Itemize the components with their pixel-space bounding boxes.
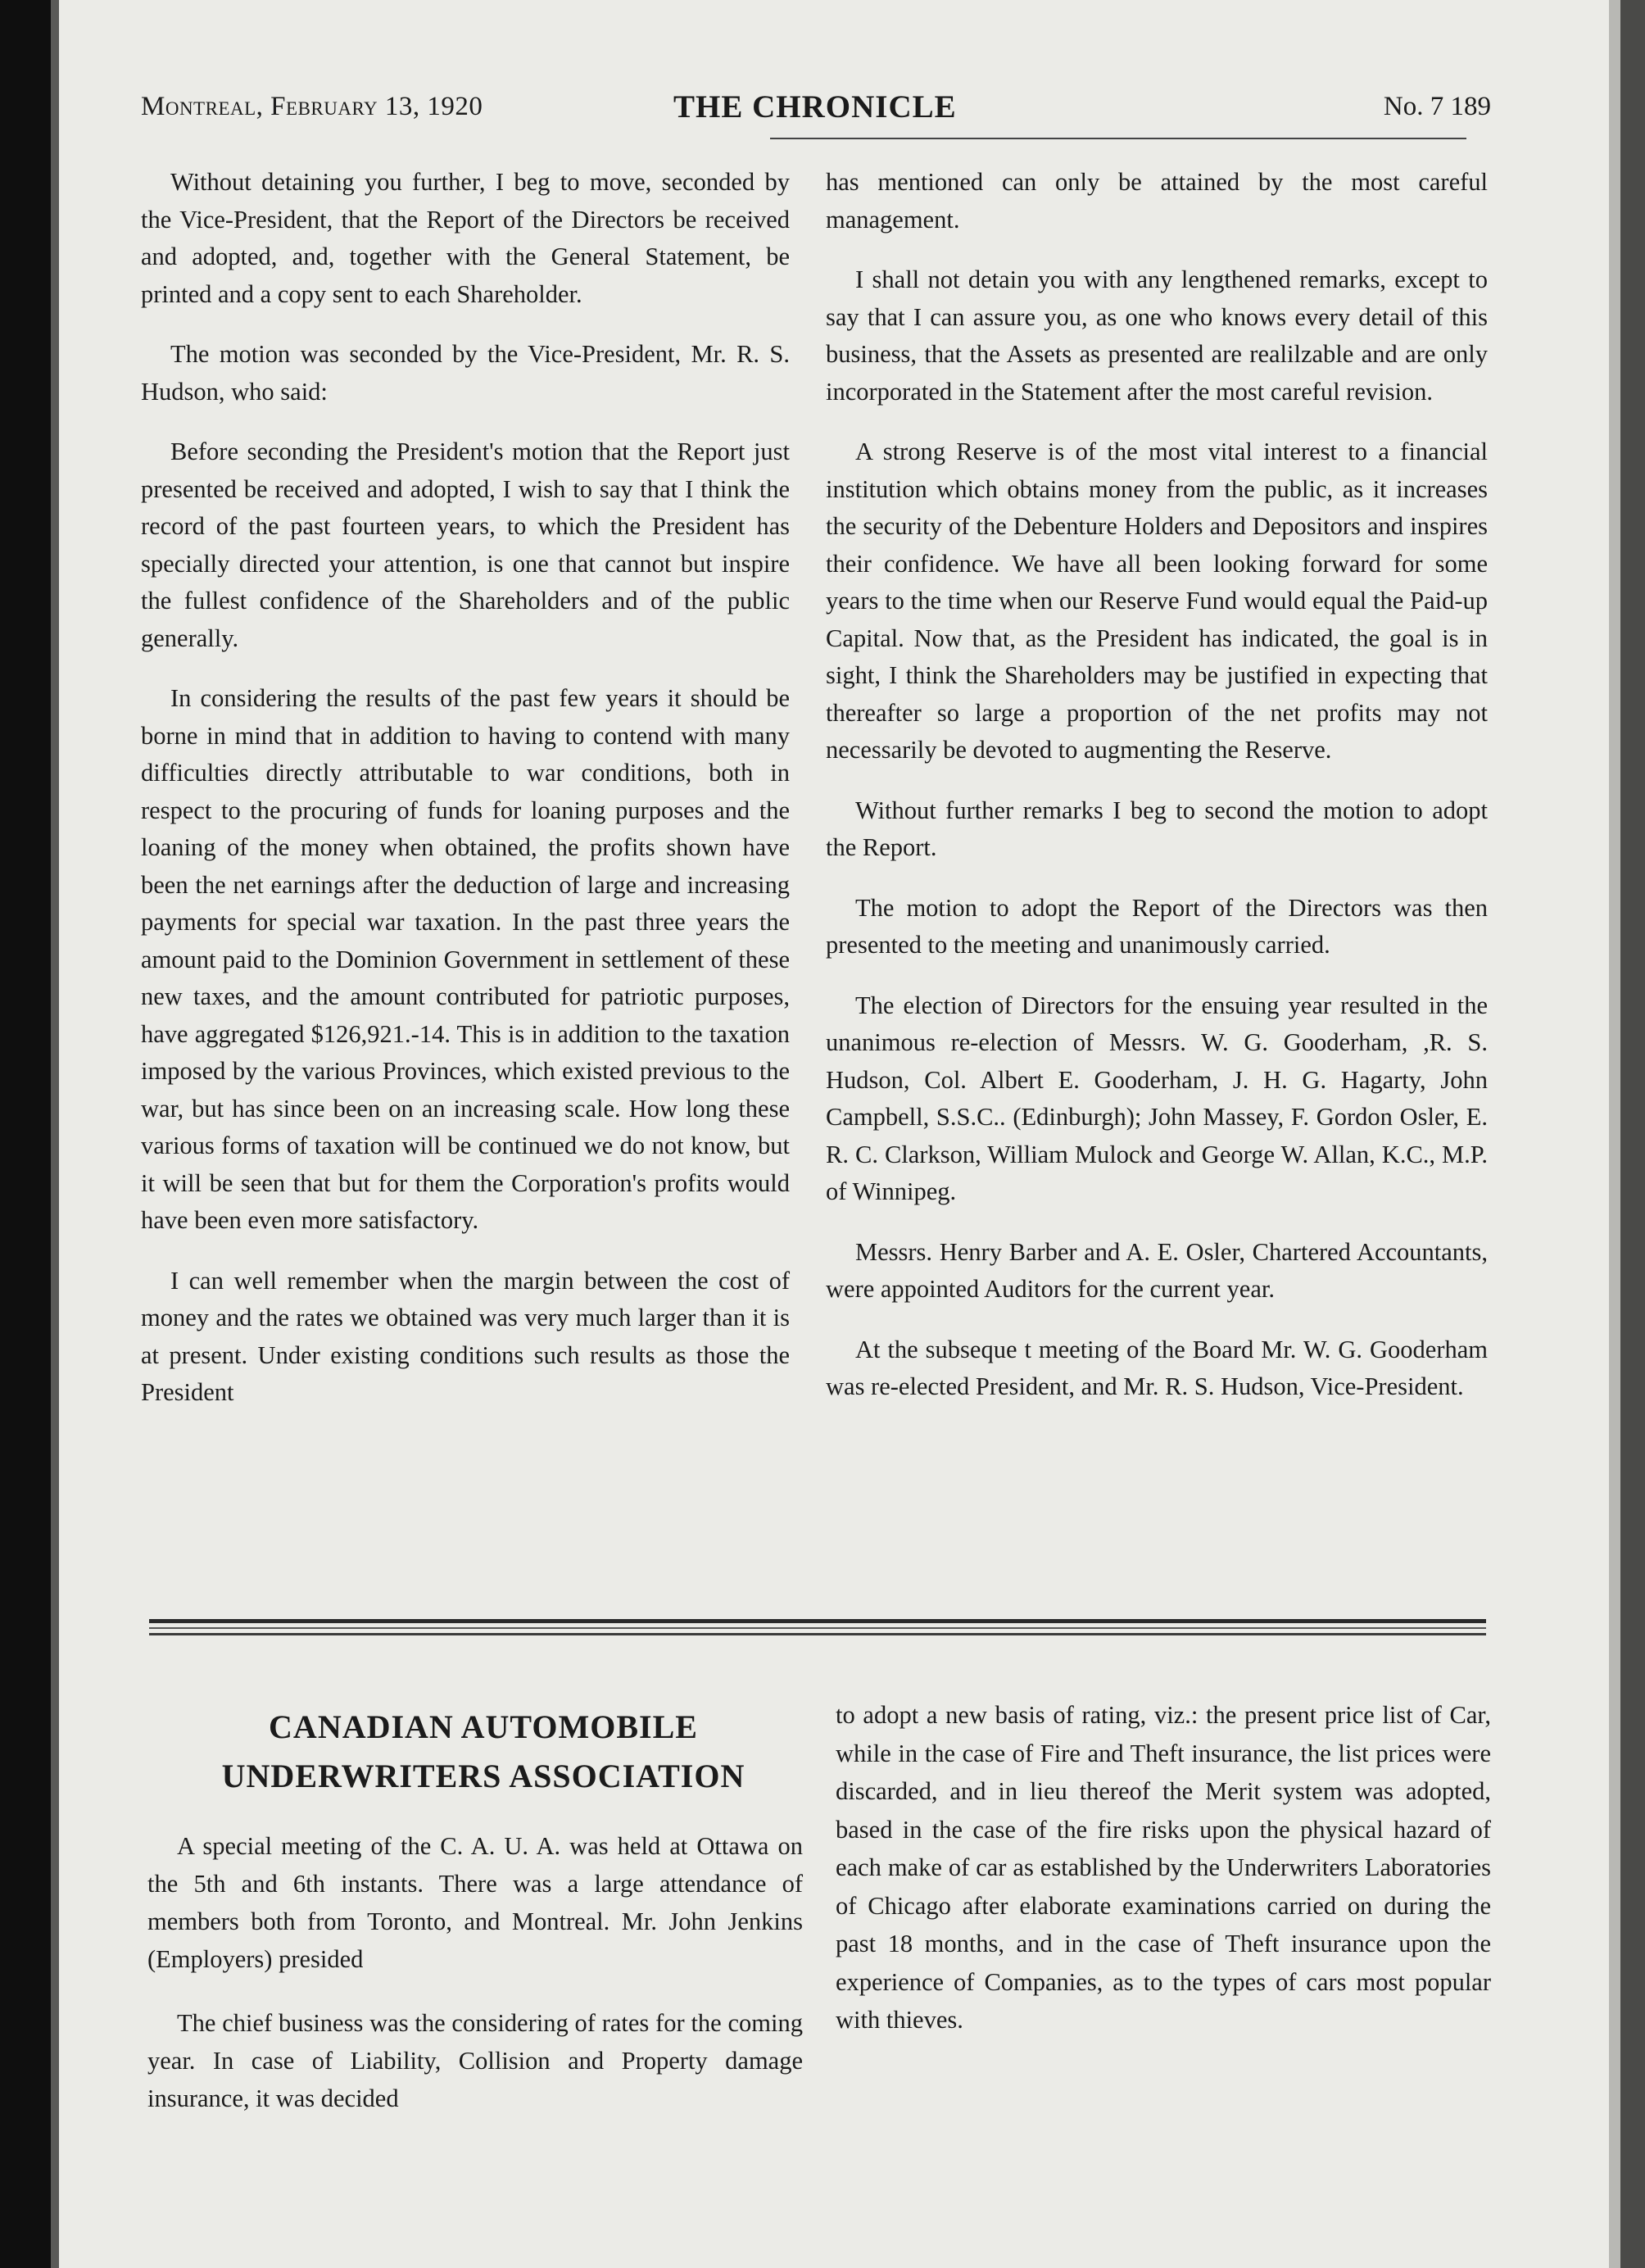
dateline: Montreal, February 13, 1920 xyxy=(141,92,483,121)
paragraph: has mentioned can only be attained by the most careful management. xyxy=(826,168,1488,234)
paragraph: The motion was seconded by the Vice-President, Mr. R. S. Hudson, who said: xyxy=(141,340,790,406)
paragraph: Without further remarks I beg to second the motion to adopt the Report. xyxy=(826,796,1488,861)
paragraph: I can well remember when the margin between the cost of money and the rates we obtained was very much larger than it is at present. Under existing conditions such results as those the President xyxy=(141,1266,790,1406)
paragraph: At the subseque t meeting of the Board Mr. W. G. Gooderham was re-elected President, and Mr. R. S. Hudson, Vice-President. xyxy=(826,1335,1488,1400)
page-binding-shadow xyxy=(51,0,59,2268)
header-rule xyxy=(770,138,1466,139)
paragraph: Without detaining you further, I beg to move, seconded by the Vice-President, that the Report of the Directors be received and adopted, and, together with the General Statement, be printed and a copy sent to each Shareholder. xyxy=(141,168,790,308)
paragraph: I shall not detain you with any lengthened remarks, except to say that I can assure you, as one who knows every detail of this business, that the Assets as presented are realilzable and are only incorporated in the Statement after the most careful revision. xyxy=(826,265,1488,406)
section-divider xyxy=(149,1619,1486,1623)
page-header xyxy=(141,89,1491,133)
paragraph: A special meeting of the C. A. U. A. was held at Ottawa on the 5th and 6th instants. There was a large attendance of members both from Toronto, and Montreal. Mr. John Jenkins (Employers) presided xyxy=(147,1832,803,1973)
left-column xyxy=(141,164,790,1435)
paragraph: The motion to adopt the Report of the Directors was then presented to the meeting and unanimously carried. xyxy=(826,893,1488,959)
section-divider xyxy=(149,1633,1486,1635)
page-edge-shadow xyxy=(1609,0,1620,2268)
article-title xyxy=(188,1703,778,1801)
publication-title: THE CHRONICLE xyxy=(673,89,957,125)
article-title-line: CANADIAN AUTOMOBILE xyxy=(269,1708,698,1745)
paragraph: The chief business was the considering of rates for the coming year. In case of Liability, Collision and Property damage insurance, it was decided xyxy=(147,2009,803,2112)
article-right-column xyxy=(836,1696,1491,2066)
page-binding-edge xyxy=(0,0,51,2268)
paragraph: The election of Directors for the ensuing year resulted in the unanimous re-election of Messrs. W. G. Gooderham, ,R. S. Hudson, Col. Albert E. Gooderham, J. H. G. Hagarty, John Campbell, S.S.C.. (Edinburgh); John Massey, F. Gordon Osler, E. R. C. Clarkson, William Mulock and George W. Allan, K.C., M.P. of Winnipeg. xyxy=(826,991,1488,1205)
paragraph: Before seconding the President's motion that the Report just presented be received and adopted, I wish to say that I think the record of the past fourteen years, to which the President has specially directed your attention, is one that cannot but inspire the fullest confidence of the Shareholders and of the public generally. xyxy=(141,438,790,652)
right-column xyxy=(826,164,1488,1429)
paragraph: Messrs. Henry Barber and A. E. Osler, Chartered Accountants, were appointed Auditors for the current year. xyxy=(826,1237,1488,1303)
paragraph: to adopt a new basis of rating, viz.: the present price list of Car, while in the case of Fire and Theft insurance, the list prices were discarded, and in lieu thereof the Merit system was adopted, based in the case of the fire risks upon the physical hazard of each make of car as established by the Underwriters Laboratories of Chicago after elaborate examinations carried on during the past 18 months, and in the case of Theft insurance upon the experience of Companies, as to the types of cars most popular with thieves. xyxy=(836,1701,1491,2034)
issue-number: No. 7 189 xyxy=(1383,92,1491,121)
paragraph: In considering the results of the past few years it should be borne in mind that in addition to having to contend with many difficulties directly attributable to war conditions, both in respect to the procuring of funds for loaning purposes and the loaning of the money when obtained, the profits shown have been the net earnings after the deduction of large and increasing payments for special war taxation. In the past three years the amount paid to the Dominion Government in settlement of these new taxes, and the amount contributed for patriotic purposes, have aggregated $126,921.-14. This is in addition to the taxation imposed by the various Provinces, which existed previous to the war, but has since been on an increasing scale. How long these various forms of taxation will be continued we do not know, but it will be seen that but for them the Corporation's profits would have been even more satisfactory. xyxy=(141,684,790,1234)
section-divider xyxy=(149,1627,1486,1629)
paragraph: A strong Reserve is of the most vital interest to a financial institution which obtains money from the public, as it increases the security of the Debenture Holders and Depositors and inspires their confidence. We have all been looking forward for some years to the time when our Reserve Fund would equal the Paid-up Capital. Now that, as the President has indicated, the goal is in sight, I think the Shareholders may be justified in expecting that thereafter so large a proportion of the net profits may not necessarily be devoted to augmenting the Reserve. xyxy=(826,438,1488,764)
page-right-edge xyxy=(1620,0,1645,2268)
article-title-line: UNDERWRITERS ASSOCIATION xyxy=(221,1758,745,1794)
article-left-column xyxy=(147,1827,803,2143)
